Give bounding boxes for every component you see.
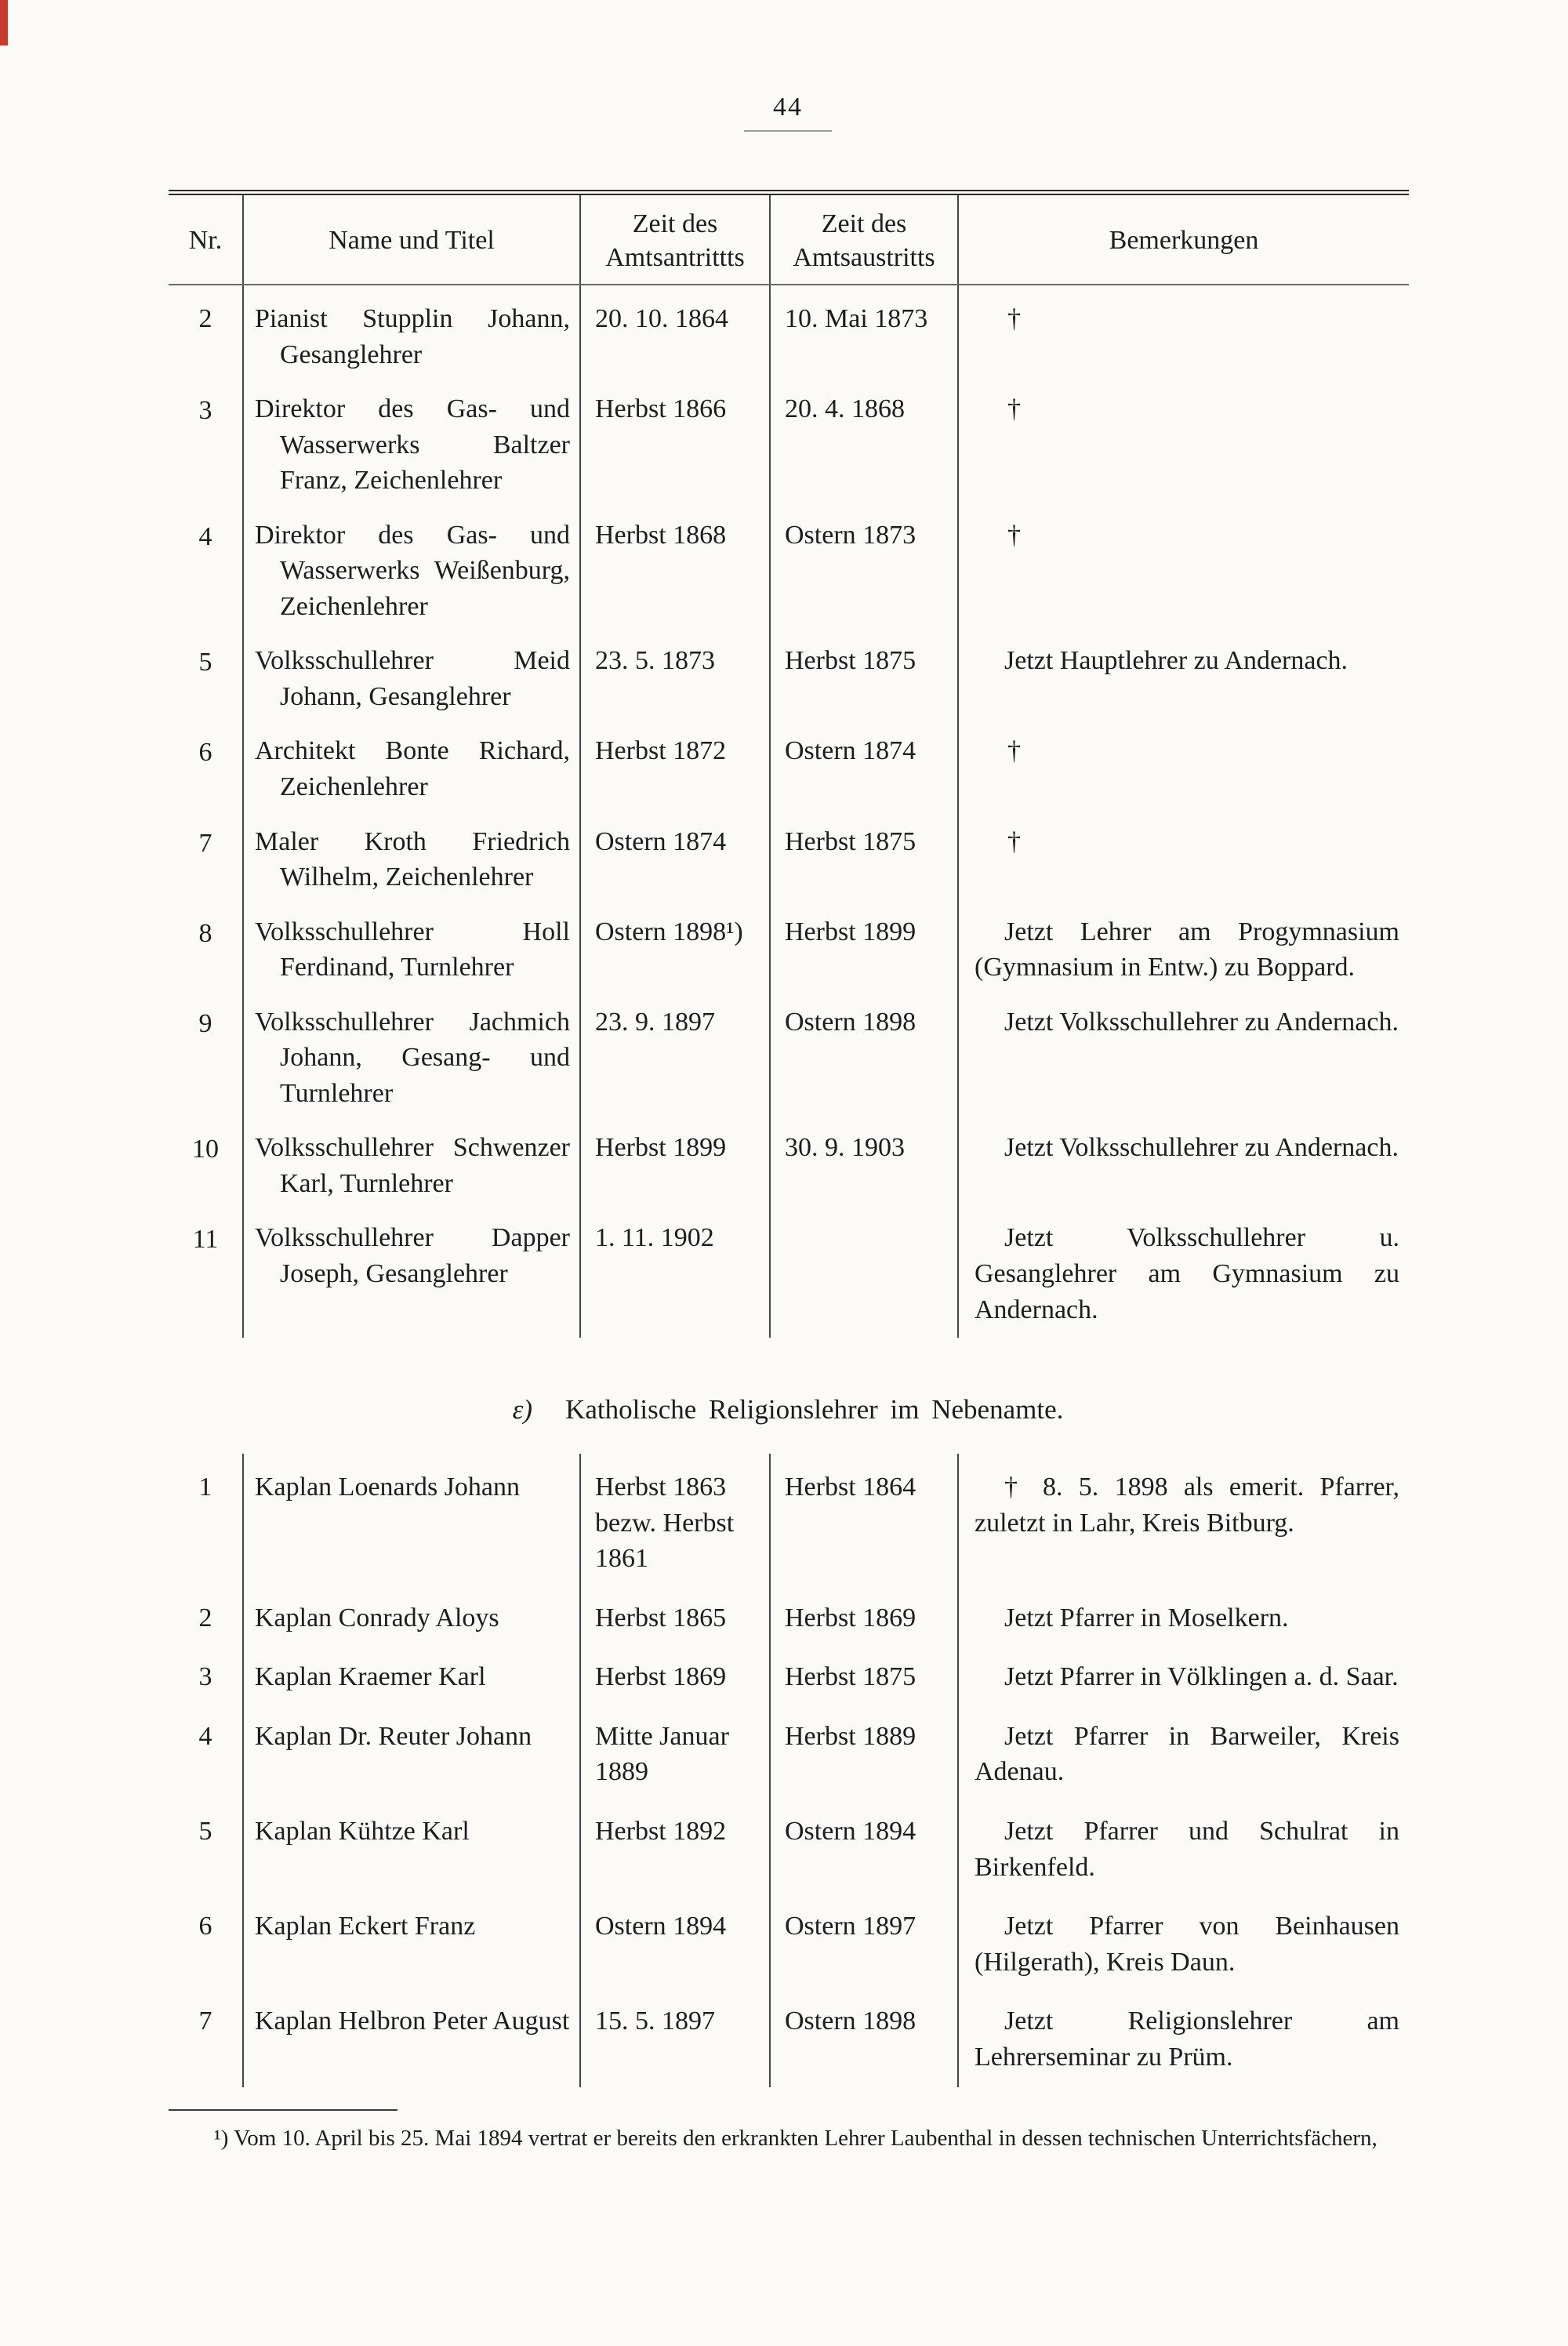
cell-name: Kaplan Eckert Franz: [243, 1898, 580, 1992]
cell-antritt: Herbst 1868: [580, 509, 770, 635]
cell-nr: 10: [169, 1121, 243, 1211]
table-row: [169, 1589, 1409, 1649]
cell-austritt: Herbst 1875: [770, 1648, 958, 1708]
cell-bemerkung: †: [1007, 736, 1021, 766]
teachers-table: [169, 190, 1409, 1338]
table-row: [169, 1708, 1409, 1803]
cell-austritt: 20. 4. 1868: [770, 383, 958, 509]
religionslehrer-table-body: [169, 1454, 1409, 2087]
cell-nr: 6: [169, 724, 243, 815]
table-row: [169, 906, 1409, 996]
cell-bemerkung: Jetzt Pfarrer in Völklingen a. d. Saar.: [1004, 1662, 1399, 1692]
cell-austritt: [770, 1211, 958, 1338]
table-row: [169, 1803, 1409, 1898]
table-row: [169, 383, 1409, 509]
cell-bemerkung: Jetzt Hauptlehrer zu Andernach.: [1004, 646, 1348, 676]
cell-nr: 9: [169, 996, 243, 1122]
table-row: [169, 1211, 1409, 1338]
table-row: [169, 1648, 1409, 1708]
cell-antritt: 1. 11. 1902: [580, 1211, 770, 1338]
table-row: [169, 509, 1409, 635]
cell-austritt: Herbst 1889: [770, 1708, 958, 1803]
table-row: [169, 1454, 1409, 1589]
cell-austritt: 10. Mai 1873: [770, 285, 958, 383]
cell-antritt: Herbst 1866: [580, 383, 770, 509]
cell-nr: 3: [169, 383, 243, 509]
cell-antritt: Ostern 1898¹): [580, 906, 770, 996]
cell-nr: 1: [169, 1454, 243, 1589]
table-row: [169, 1992, 1409, 2087]
cell-antritt: Herbst 1892: [580, 1803, 770, 1898]
cell-nr: 5: [169, 634, 243, 724]
cell-name: Direktor des Gas- und Wasserwerks Weißenburg, Zeichenlehrer: [243, 509, 580, 635]
cell-name: Maler Kroth Friedrich Wilhelm, Zeichenlehrer: [243, 815, 580, 906]
cell-name: Volksschullehrer Jachmich Johann, Gesang- und Turnlehrer: [243, 996, 580, 1122]
cell-antritt: Herbst 1869: [580, 1648, 770, 1708]
cell-austritt: Ostern 1894: [770, 1803, 958, 1898]
cell-austritt: Ostern 1873: [770, 509, 958, 635]
cell-antritt: Herbst 1863 bezw. Herbst 1861: [580, 1454, 770, 1589]
cell-bemerkung: † 8. 5. 1898 als emerit. Pfarrer, zuletzt in Lahr, Kreis Bitburg.: [975, 1473, 1399, 1538]
cell-bemerkung: Jetzt Pfarrer von Beinhausen (Hilgerath), Kreis Daun.: [975, 1912, 1399, 1977]
cell-bemerkung: †: [1007, 826, 1021, 856]
table-row: [169, 815, 1409, 906]
cell-bemerkung: Jetzt Religionslehrer am Lehrerseminar zu Prüm.: [975, 2006, 1399, 2072]
cell-name: Kaplan Loenards Johann: [243, 1454, 580, 1589]
cell-nr: 8: [169, 906, 243, 996]
cell-austritt: Ostern 1897: [770, 1898, 958, 1992]
footnote: ¹) Vom 10. April bis 25. Mai 1894 vertrat er bereits den erkrankten Lehrer Laubenthal in dessen technischen Unterrichtsfächern,: [214, 2126, 1377, 2152]
cell-antritt: Ostern 1894: [580, 1898, 770, 1992]
section-title: Katholische Religionslehrer im Nebenamte.: [565, 1394, 1064, 1425]
table-row: [169, 634, 1409, 724]
header-name-titel: Name und Titel: [243, 193, 580, 285]
cell-antritt: Herbst 1872: [580, 724, 770, 815]
cell-antritt: 20. 10. 1864: [580, 285, 770, 383]
page-number: 44: [744, 93, 832, 132]
table-row: [169, 724, 1409, 815]
cell-name: Pianist Stupplin Johann, Gesanglehrer: [243, 285, 580, 383]
cell-nr: 3: [169, 1648, 243, 1708]
cell-austritt: Ostern 1874: [770, 724, 958, 815]
cell-bemerkung: Jetzt Volksschullehrer u. Gesanglehrer am Gymnasium zu Andernach.: [975, 1223, 1399, 1324]
cell-nr: 7: [169, 1992, 243, 2087]
header-amtsantritt: Zeit des Amtsantrittts: [580, 193, 770, 285]
cell-bemerkung: †: [1007, 520, 1021, 550]
cell-nr: 2: [169, 285, 243, 383]
table-row: [169, 996, 1409, 1122]
cell-name: Kaplan Helbron Peter August: [243, 1992, 580, 2087]
cell-name: Kaplan Conrady Aloys: [243, 1589, 580, 1649]
cell-nr: 4: [169, 1708, 243, 1803]
cell-antritt: Herbst 1865: [580, 1589, 770, 1649]
cell-name: Volksschullehrer Schwenzer Karl, Turnlehrer: [243, 1121, 580, 1211]
cell-antritt: Mitte Januar 1889: [580, 1708, 770, 1803]
cell-antritt: Herbst 1899: [580, 1121, 770, 1211]
cell-name: Volksschullehrer Meid Johann, Gesanglehrer: [243, 634, 580, 724]
cell-name: Kaplan Kraemer Karl: [243, 1648, 580, 1708]
cell-austritt: Herbst 1899: [770, 906, 958, 996]
cell-austritt: Ostern 1898: [770, 1992, 958, 2087]
cell-antritt: Ostern 1874: [580, 815, 770, 906]
cell-bemerkung: Jetzt Volksschullehrer zu Andernach.: [1004, 1007, 1399, 1037]
scan-artifact: [0, 0, 8, 45]
table-row: [169, 1898, 1409, 1992]
header-amtsaustritt: Zeit des Amtsaustritts: [770, 193, 958, 285]
cell-nr: 11: [169, 1211, 243, 1338]
cell-name: Architekt Bonte Richard, Zeichenlehrer: [243, 724, 580, 815]
religionslehrer-table: [169, 1454, 1409, 2087]
cell-name: Volksschullehrer Dapper Joseph, Gesanglehrer: [243, 1211, 580, 1338]
cell-bemerkung: †: [1007, 394, 1021, 424]
cell-bemerkung: †: [1007, 304, 1021, 333]
cell-antritt: 23. 5. 1873: [580, 634, 770, 724]
cell-nr: 5: [169, 1803, 243, 1898]
table-header: [169, 193, 1409, 285]
cell-nr: 2: [169, 1589, 243, 1649]
cell-nr: 6: [169, 1898, 243, 1992]
cell-austritt: 30. 9. 1903: [770, 1121, 958, 1211]
cell-name: Direktor des Gas- und Wasserwerks Baltzer Franz, Zeichenlehrer: [243, 383, 580, 509]
cell-bemerkung: Jetzt Pfarrer und Schulrat in Birkenfeld.: [975, 1816, 1399, 1882]
cell-bemerkung: Jetzt Pfarrer in Barweiler, Kreis Adenau.: [975, 1721, 1399, 1787]
section-heading: [169, 1394, 1407, 1425]
cell-nr: 4: [169, 509, 243, 635]
table-row: [169, 1121, 1409, 1211]
cell-name: Volksschullehrer Holl Ferdinand, Turnlehrer: [243, 906, 580, 996]
cell-austritt: Herbst 1875: [770, 815, 958, 906]
header-row: [169, 193, 1409, 285]
footnote-separator: [169, 2109, 397, 2111]
table-row: [169, 285, 1409, 383]
header-nr: Nr.: [169, 193, 243, 285]
cell-nr: 7: [169, 815, 243, 906]
cell-antritt: 15. 5. 1897: [580, 1992, 770, 2087]
cell-austritt: Herbst 1864: [770, 1454, 958, 1589]
cell-bemerkung: Jetzt Pfarrer in Moselkern.: [1004, 1603, 1289, 1632]
cell-antritt: 23. 9. 1897: [580, 996, 770, 1122]
cell-austritt: Herbst 1875: [770, 634, 958, 724]
cell-austritt: Herbst 1869: [770, 1589, 958, 1649]
cell-name: Kaplan Dr. Reuter Johann: [243, 1708, 580, 1803]
cell-name: Kaplan Kühtze Karl: [243, 1803, 580, 1898]
cell-bemerkung: Jetzt Lehrer am Progymnasium (Gymnasium in Entw.) zu Boppard.: [975, 917, 1399, 982]
teachers-table-body: [169, 285, 1409, 1338]
cell-bemerkung: Jetzt Volksschullehrer zu Andernach.: [1004, 1133, 1399, 1163]
section-label: ε): [512, 1394, 533, 1425]
header-bemerkungen: Bemerkungen: [958, 193, 1409, 285]
cell-austritt: Ostern 1898: [770, 996, 958, 1122]
